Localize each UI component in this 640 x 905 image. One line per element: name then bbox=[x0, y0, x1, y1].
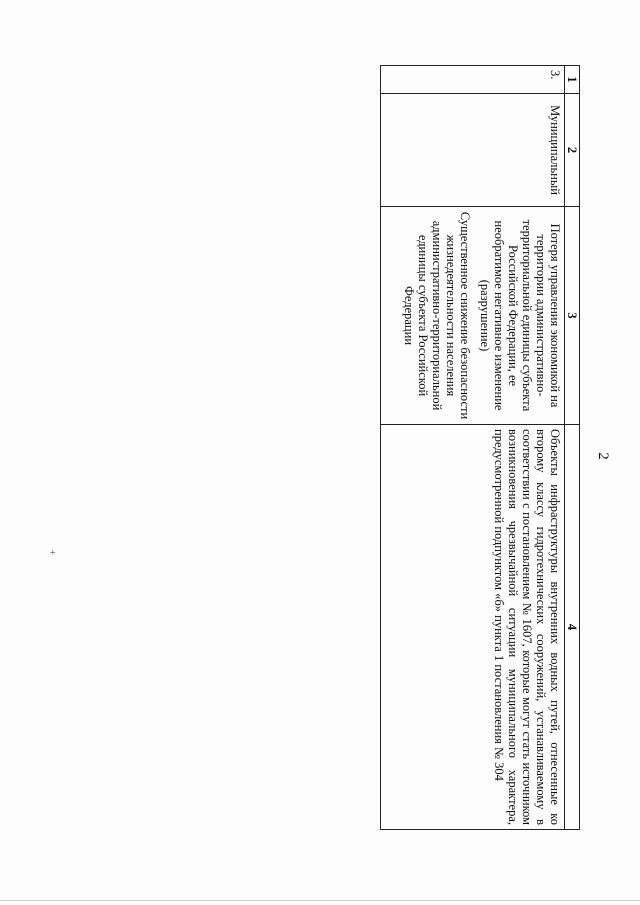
consequence-economic: Потеря управления экономикой на территории административно-территориальной единицы субъекта Российской Федерации, ее необратимое негативное изменение (разрушение) bbox=[478, 219, 562, 412]
header-col-3: 3 bbox=[565, 207, 580, 425]
scan-edge-line bbox=[0, 900, 640, 901]
row-number: 3. bbox=[381, 66, 565, 94]
consequences-cell bbox=[381, 207, 565, 425]
objects-description: Объекты инфраструктуры внутренних водных путей, отнесенные ко второму классу гидротехнических сооружений, устанавливаемому в соответствии с постановлением № 1607, которые могут стать источником возникновения чрезвычайной ситуации муниципального характера, предусмотренной подпунктом «б» пункта 1 постановления № 304 bbox=[381, 425, 565, 830]
category-table bbox=[380, 65, 580, 830]
header-col-2: 2 bbox=[565, 94, 580, 207]
header-col-1: 1 bbox=[565, 66, 580, 94]
significance-level: Муниципальный bbox=[381, 94, 565, 207]
margin-mark: + bbox=[50, 548, 56, 559]
consequence-safety: Существенное снижение безопасности жизнедеятельности населения административно-территориальной единицы субъекта Российской Федерации bbox=[402, 211, 472, 420]
page-number: 2 bbox=[595, 452, 611, 460]
table-row bbox=[381, 66, 565, 830]
header-col-4: 4 bbox=[565, 425, 580, 830]
table-header-row bbox=[565, 66, 580, 830]
rotated-table-container bbox=[380, 65, 580, 825]
